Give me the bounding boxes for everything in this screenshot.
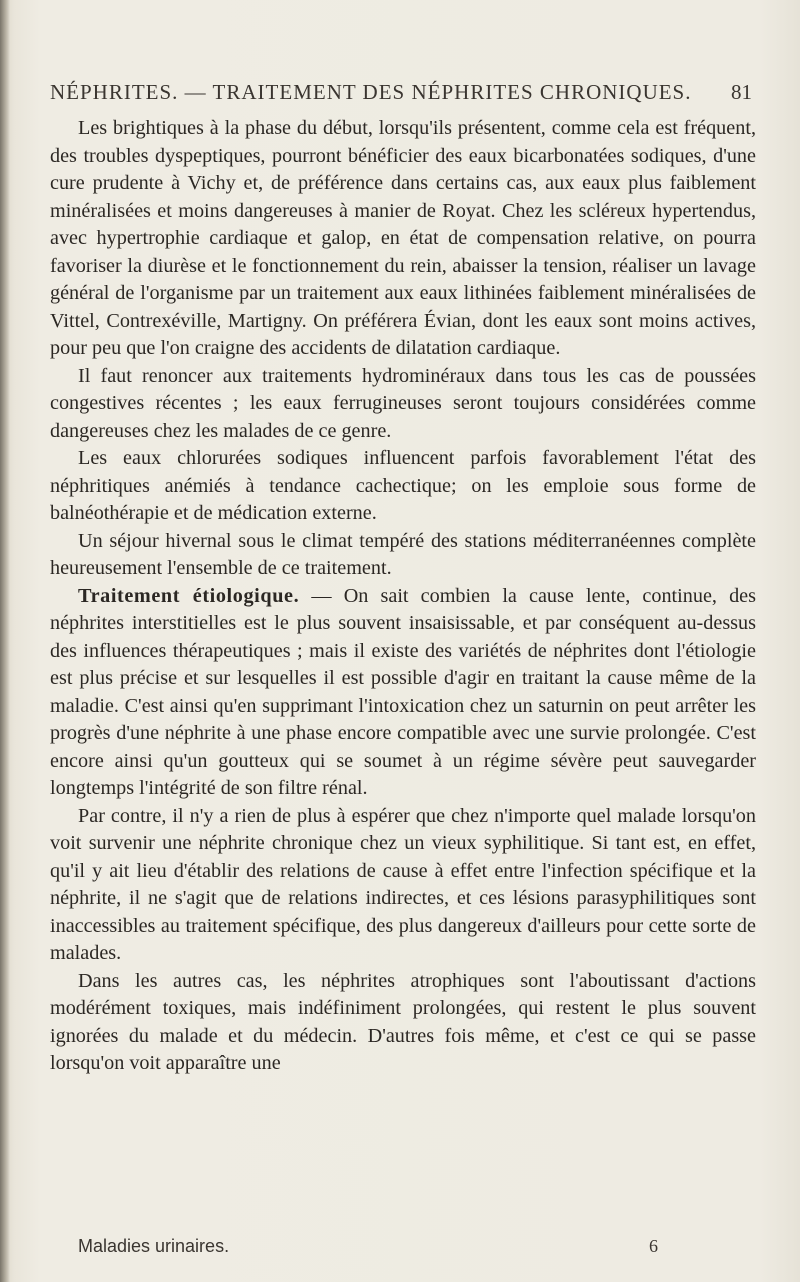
running-head-title: NÉPHRITES. — TRAITEMENT DES NÉPHRITES CHRONIQUES. [50,80,692,104]
paragraph-chlorinated [50,445,756,528]
paragraph-mineral-waters [50,115,756,363]
paragraph-text: Par contre, il n'y a rien de plus à espérer que chez n'importe quel malade lorsqu'on voit survenir une néphrite chronique chez un vieux syphilitique. Si tant est, en effet, qu'il y ait lieu d'établir des relations de cause à effet entre l'infection spécifique et la néphrite, il ne s'agit que de relations indirectes, et ces lésions parasyphilitiques sont inaccessibles au traitement spécifique, des plus dangereux d'ailleurs pour cette sorte de malades. [50,804,756,964]
paragraph-text: Il faut renoncer aux traitements hydrominéraux dans tous les cas de poussées congestives récentes ; les eaux ferrugineuses seront toujours considérées comme dangereuses chez les malades de ce genre. [50,364,756,442]
paragraph-renounce [50,363,756,446]
paragraph-etiologic [50,583,756,803]
page-spine-shadow [0,0,10,1282]
paragraph-other-cases [50,968,756,1078]
paragraph-text: — On sait combien la cause lente, continue, des néphrites interstitielles est le plus souvent insaisissable, et par conséquent au-dessus des influences thérapeutiques ; mais il existe des variétés de néphrites dont l'étiologie est plus précise et sur lesquelles il est possible d'agir en traitant la cause même de la maladie. C'est ainsi qu'en supprimant l'intoxication chez un saturnin on peut arrêter les progrès d'une néphrite à une phase encore compatible avec une survie prolongée. C'est encore ainsi qu'un goutteux qui se soumet à un régime sévère peut sauvegarder longtemps l'intégrité de son filtre rénal. [50,584,756,799]
page-footer [78,1236,658,1257]
paragraph-text: Les eaux chlorurées sodiques influencent parfois favorablement l'état des néphritiques anémiés à tendance cachectique; on les emploie sous forme de balnéothérapie et de médication externe. [50,447,756,524]
paragraph-text: Les brightiques à la phase du début, lorsqu'ils présentent, comme cela est fréquent, des troubles dyspeptiques, pourront bénéficier des eaux bicarbonatées sodiques, d'une cure prudente à Vichy et, de préférence dans certains cas, aux eaux plus faiblement minéralisées et moins dangereuses à manier de Royat. Chez les scléreux hypertendus, avec hypertrophie cardiaque et galop, en état de compensation relative, on pourra favoriser la diurèse et le fonctionnement du rein, abaisser la tension, réaliser un lavage général de l'organisme par un traitement aux eaux lithinées faiblement minéralisées de Vittel, Contrexéville, Martigny. On préférera Évian, dont les eaux sont moins actives, pour peu que l'on craigne des accidents de dilatation cardiaque. [50,117,756,359]
paragraph-syphilitic [50,803,756,968]
paragraph-text: Un séjour hivernal sous le climat tempéré des stations méditerranéennes complète heureusement l'ensemble de ce traitement. [50,529,756,579]
signature-mark: 6 [649,1236,658,1256]
running-head [50,80,752,110]
page-number: 81 [731,80,752,104]
paragraph-winter-stay [50,528,756,583]
footer-book-title: Maladies urinaires. [78,1236,230,1256]
section-heading: Traitement étiologique. [78,584,300,607]
body-text [50,115,756,1078]
paragraph-text: Dans les autres cas, les néphrites atrophiques sont l'aboutissant d'actions modérément toxiques, mais indéfiniment prolongées, qui restent le plus souvent ignorées du malade et du médecin. D'autres fois même, et c'est ce qui se passe lorsqu'on voit apparaître une [50,969,756,1074]
